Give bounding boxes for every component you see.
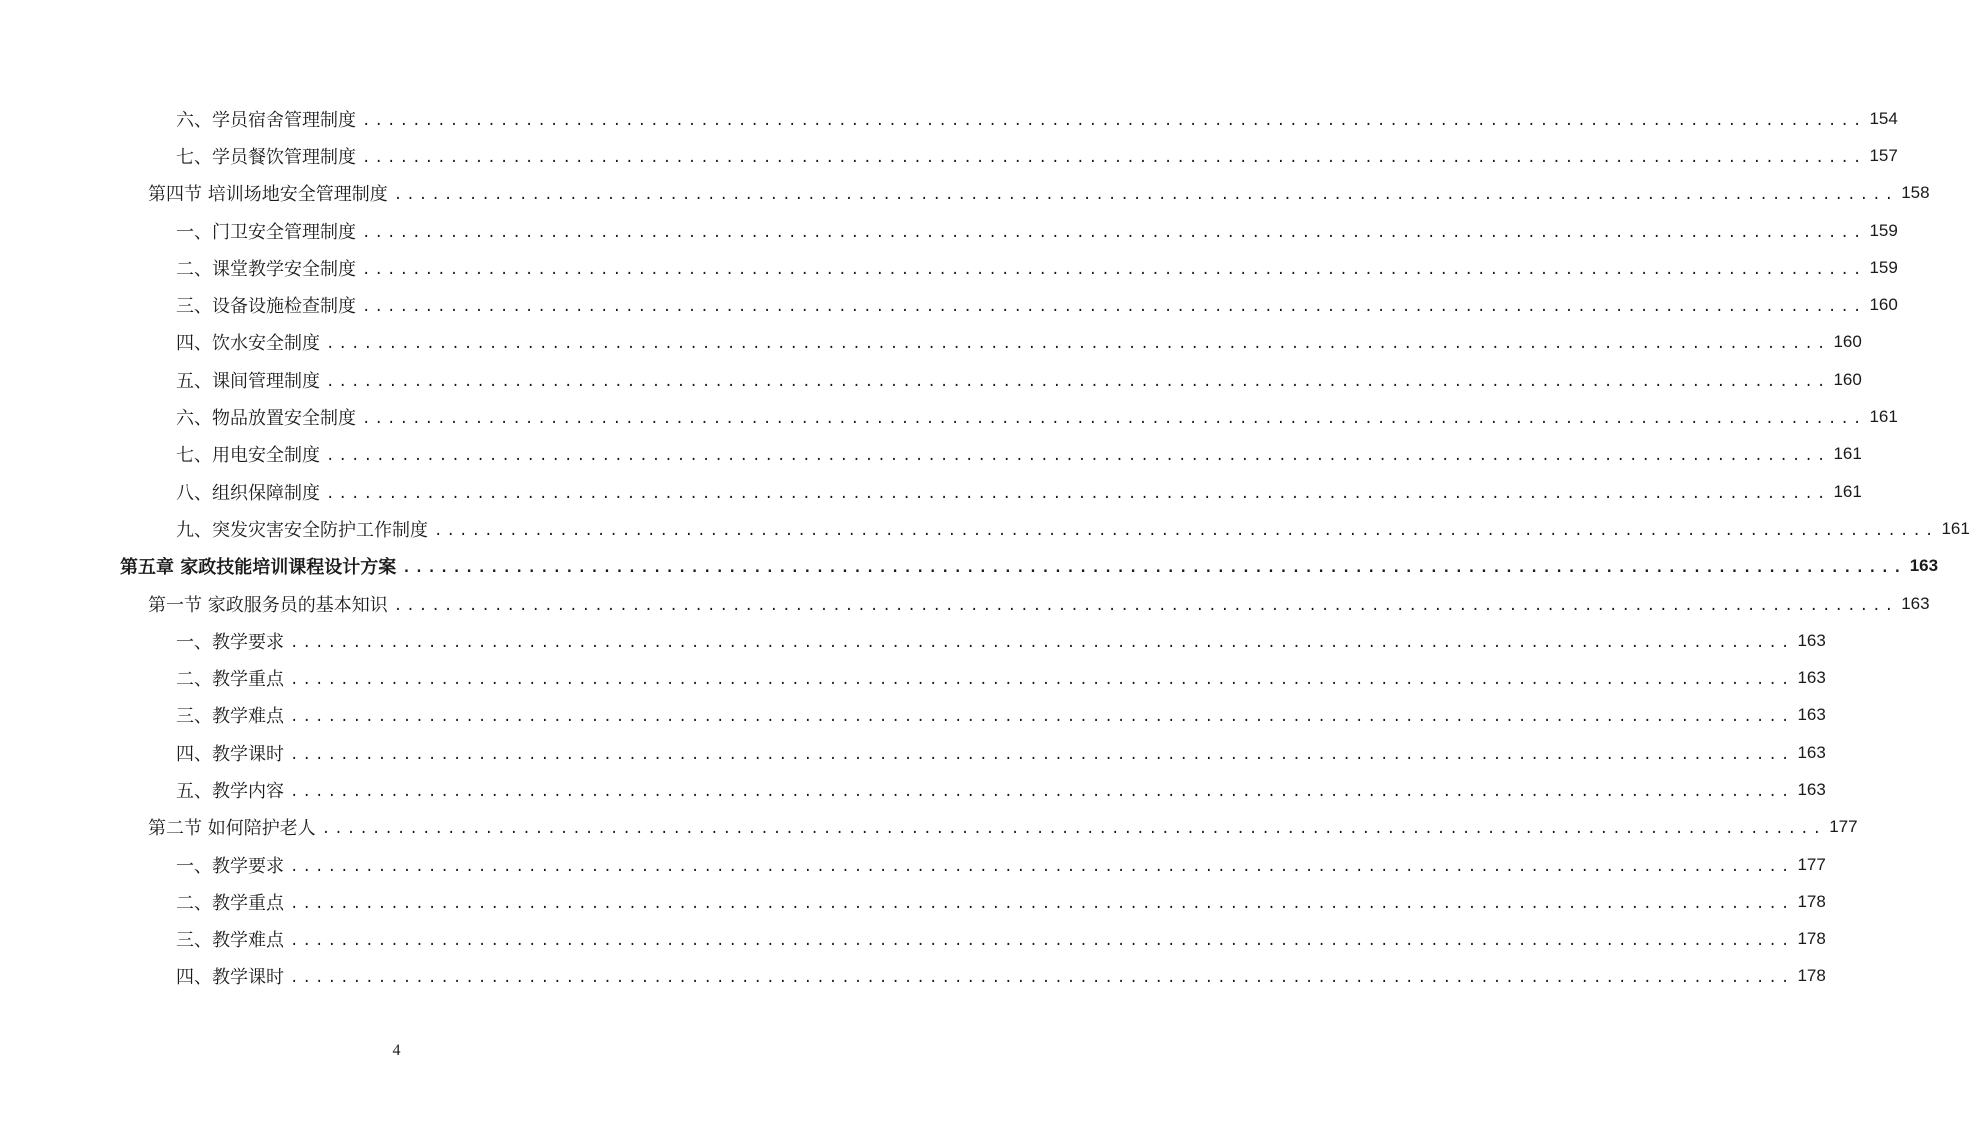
toc-dot-leader: ........................................................................................................................ [402, 560, 1906, 577]
toc-subsection-entry[interactable] [0, 137, 1898, 174]
toc-entry-title: 六、物品放置安全制度 [176, 408, 356, 430]
toc-subsection-entry[interactable] [0, 510, 1970, 547]
toc-subsection-entry[interactable] [0, 398, 1898, 435]
toc-entry-page: 159 [1869, 220, 1898, 240]
table-of-contents [0, 100, 1970, 995]
toc-entry-title: 五、课间管理制度 [176, 370, 320, 392]
toc-subsection-entry[interactable] [0, 846, 1826, 883]
toc-dot-leader: ........................................................................................................................ [321, 821, 1826, 838]
toc-dot-leader: ........................................................................................................................ [326, 485, 1830, 502]
toc-entry-title: 第一节 家政服务员的基本知识 [148, 594, 388, 616]
toc-entry-page: 163 [1909, 556, 1939, 576]
toc-entry-title: 四、教学课时 [176, 743, 284, 765]
toc-dot-leader: ........................................................................................................................ [326, 373, 1830, 390]
toc-section-entry[interactable] [0, 585, 1930, 622]
toc-entry-title: 七、学员餐饮管理制度 [176, 146, 356, 168]
toc-subsection-entry[interactable] [0, 286, 1898, 323]
toc-subsection-entry[interactable] [0, 212, 1898, 249]
toc-entry-page: 161 [1833, 444, 1862, 464]
toc-entry-title: 一、教学要求 [176, 855, 284, 877]
toc-entry-page: 163 [1797, 705, 1826, 725]
toc-dot-leader: ........................................................................................................................ [290, 858, 1794, 875]
toc-dot-leader: ........................................................................................................................ [393, 597, 1898, 614]
toc-dot-leader: ........................................................................................................................ [290, 709, 1794, 726]
toc-entry-page: 178 [1797, 891, 1826, 911]
toc-section-entry[interactable] [0, 809, 1858, 846]
toc-dot-leader: ........................................................................................................................ [290, 933, 1794, 950]
toc-entry-page: 163 [1797, 630, 1826, 650]
toc-entry-title: 二、课堂教学安全制度 [176, 258, 356, 280]
toc-dot-leader: ........................................................................................................................ [362, 411, 1866, 428]
toc-subsection-entry[interactable] [0, 249, 1898, 286]
toc-dot-leader: ........................................................................................................................ [362, 299, 1866, 316]
toc-dot-leader: ........................................................................................................................ [362, 112, 1866, 129]
toc-entry-page: 163 [1901, 593, 1930, 613]
toc-subsection-entry[interactable] [0, 473, 1862, 510]
toc-entry-title: 六、学员宿舍管理制度 [176, 109, 356, 131]
toc-dot-leader: ........................................................................................................................ [362, 224, 1866, 241]
toc-subsection-entry[interactable] [0, 100, 1898, 137]
toc-dot-leader: ........................................................................................................................ [290, 672, 1794, 689]
toc-subsection-entry[interactable] [0, 883, 1826, 920]
toc-dot-leader: ........................................................................................................................ [290, 895, 1794, 912]
toc-entry-title: 九、突发灾害安全防护工作制度 [176, 519, 428, 541]
toc-dot-leader: ........................................................................................................................ [290, 746, 1794, 763]
toc-dot-leader: ........................................................................................................................ [290, 970, 1794, 987]
toc-dot-leader: ........................................................................................................................ [290, 634, 1794, 651]
toc-entry-title: 二、教学重点 [176, 892, 284, 914]
toc-entry-page: 157 [1869, 145, 1898, 165]
toc-dot-leader: ........................................................................................................................ [326, 336, 1830, 353]
toc-entry-page: 161 [1869, 407, 1898, 427]
toc-entry-title: 二、教学重点 [176, 669, 284, 691]
toc-subsection-entry[interactable] [0, 921, 1826, 958]
toc-entry-page: 161 [1833, 481, 1862, 501]
toc-entry-page: 160 [1833, 369, 1862, 389]
toc-entry-title: 三、教学难点 [176, 930, 284, 952]
toc-subsection-entry[interactable] [0, 734, 1826, 771]
toc-entry-page: 154 [1869, 108, 1898, 128]
toc-entry-title: 一、门卫安全管理制度 [176, 221, 356, 243]
toc-section-entry[interactable] [0, 175, 1930, 212]
toc-entry-page: 177 [1829, 817, 1858, 837]
toc-subsection-entry[interactable] [0, 958, 1826, 995]
toc-subsection-entry[interactable] [0, 436, 1862, 473]
toc-entry-title: 三、设备设施检查制度 [176, 296, 356, 318]
toc-entry-page: 178 [1797, 966, 1826, 986]
toc-dot-leader: ........................................................................................................................ [393, 187, 1898, 204]
toc-entry-title: 第四节 培训场地安全管理制度 [148, 184, 388, 206]
toc-entry-title: 四、饮水安全制度 [176, 333, 320, 355]
toc-entry-title: 第二节 如何陪护老人 [148, 818, 316, 840]
page-number: 4 [392, 1042, 401, 1059]
toc-subsection-entry[interactable] [0, 771, 1826, 808]
toc-entry-title: 八、组织保障制度 [176, 482, 320, 504]
toc-subsection-entry[interactable] [0, 361, 1862, 398]
toc-entry-page: 159 [1869, 257, 1898, 277]
toc-dot-leader: ........................................................................................................................ [362, 261, 1866, 278]
toc-entry-page: 163 [1797, 742, 1826, 762]
toc-entry-page: 163 [1797, 779, 1826, 799]
toc-entry-page: 161 [1941, 518, 1970, 538]
toc-dot-leader: ........................................................................................................................ [434, 522, 1938, 539]
toc-subsection-entry[interactable] [0, 697, 1826, 734]
toc-entry-page: 158 [1901, 183, 1930, 203]
toc-entry-title: 五、教学内容 [176, 780, 284, 802]
toc-entry-title: 四、教学课时 [176, 967, 284, 989]
toc-subsection-entry[interactable] [0, 324, 1862, 361]
toc-entry-page: 160 [1869, 295, 1898, 315]
toc-entry-page: 177 [1797, 854, 1826, 874]
toc-dot-leader: ........................................................................................................................ [326, 448, 1830, 465]
toc-entry-title: 七、用电安全制度 [176, 445, 320, 467]
toc-subsection-entry[interactable] [0, 659, 1826, 696]
toc-entry-page: 163 [1797, 668, 1826, 688]
toc-dot-leader: ........................................................................................................................ [362, 149, 1866, 166]
toc-entry-page: 160 [1833, 332, 1862, 352]
toc-entry-title: 三、教学难点 [176, 706, 284, 728]
toc-entry-title: 第五章 家政技能培训课程设计方案 [120, 557, 397, 579]
toc-chapter-entry[interactable] [0, 548, 1939, 585]
toc-subsection-entry[interactable] [0, 622, 1826, 659]
toc-entry-title: 一、教学要求 [176, 631, 284, 653]
toc-dot-leader: ........................................................................................................................ [290, 783, 1794, 800]
toc-entry-page: 178 [1797, 929, 1826, 949]
